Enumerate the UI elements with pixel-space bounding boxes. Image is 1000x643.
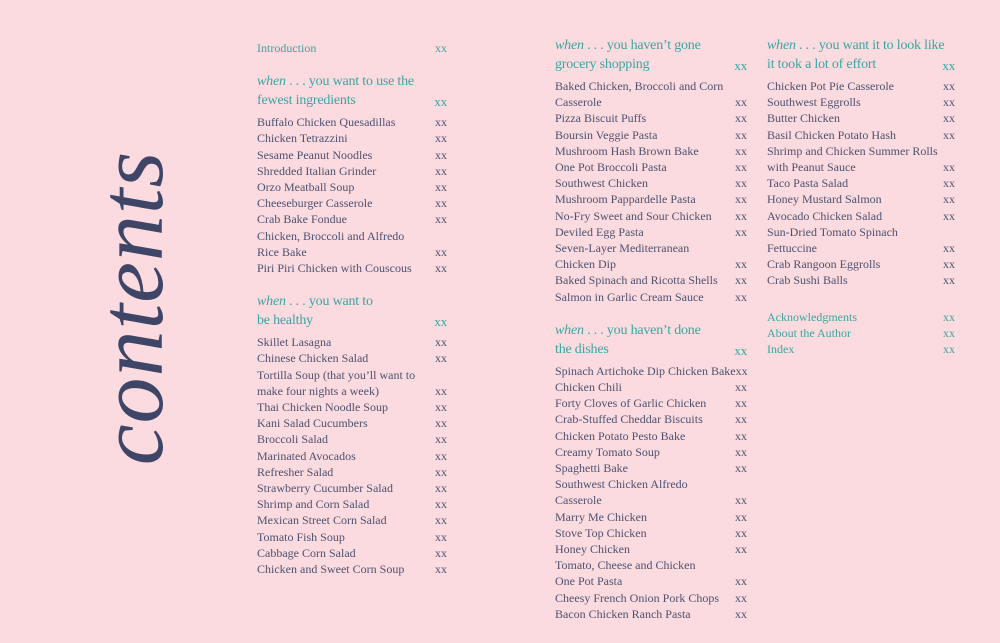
toc-item [257, 448, 447, 464]
page-number: xx [435, 131, 447, 146]
page-number: xx [735, 493, 747, 508]
page-number: xx [735, 509, 747, 524]
page-number: xx [735, 192, 747, 207]
toc-item [767, 127, 955, 143]
toc-section [767, 36, 955, 289]
section-heading-line [555, 340, 747, 359]
page-number: xx [435, 196, 447, 211]
toc-item [555, 428, 747, 444]
page-number: xx [735, 208, 747, 223]
recipe-title: Tomato, Cheese and Chicken One Pot Pasta [555, 558, 696, 589]
toc-item [555, 272, 747, 288]
toc-item [767, 94, 955, 110]
page-number: xx [435, 432, 447, 447]
section-heading-line [257, 72, 447, 91]
page-number: xx [435, 416, 447, 431]
page-number: xx [735, 380, 747, 395]
recipe-title: Chicken and Sweet Corn Soup [257, 562, 405, 577]
recipe-title: Baked Spinach and Ricotta Shells [555, 273, 718, 288]
toc-item [257, 480, 447, 496]
page-number: xx [435, 513, 447, 528]
toc-section [555, 36, 747, 305]
recipe-title: Southwest Chicken [555, 176, 648, 191]
section-heading [767, 36, 955, 74]
page-number: xx [943, 309, 955, 324]
page-number: xx [943, 208, 955, 223]
recipe-title: Shrimp and Corn Salad [257, 497, 370, 512]
recipe-title: Basil Chicken Potato Hash [767, 127, 896, 142]
section-heading-text: be healthy [257, 313, 313, 329]
section-heading-line [767, 36, 955, 55]
page-number: xx [435, 383, 447, 398]
toc-item [257, 130, 447, 146]
recipe-title: Crab Rangoon Eggrolls [767, 257, 881, 272]
section-heading-line [555, 321, 747, 340]
page-number: xx [434, 94, 447, 109]
toc-item [555, 444, 747, 460]
toc-section [555, 321, 747, 622]
page-number: xx [735, 574, 747, 589]
page-number: xx [435, 180, 447, 195]
recipe-title: Seven-Layer Mediterranean Chicken Dip [555, 241, 690, 272]
page-number: xx [943, 257, 955, 272]
page-number: xx [942, 57, 955, 73]
page-number: xx [943, 241, 955, 256]
toc-item [257, 415, 447, 431]
page-number: xx [943, 127, 955, 142]
toc-item [257, 163, 447, 179]
section-heading-text: when . . . you haven’t done [555, 322, 701, 338]
toc-link [767, 341, 955, 357]
page-number: xx [435, 481, 447, 496]
recipe-title: Marinated Avocados [257, 448, 356, 463]
toc-item [555, 110, 747, 126]
toc-item [257, 260, 447, 276]
page-number: xx [943, 273, 955, 288]
toc-item [257, 545, 447, 561]
toc-item [555, 175, 747, 191]
toc-column-1 [257, 40, 447, 577]
section-heading-line [555, 36, 747, 55]
recipe-title: Tortilla Soup (that you’ll want to make four nights a week) [257, 367, 416, 398]
page-number: xx [735, 111, 747, 126]
page-number: xx [943, 95, 955, 110]
page-number: xx [735, 95, 747, 110]
section-heading-text: when . . . you want to [257, 294, 373, 310]
toc-item [257, 350, 447, 366]
page-number: xx [735, 444, 747, 459]
recipe-title: Orzo Meatball Soup [257, 180, 355, 195]
recipe-title: Spaghetti Bake [555, 461, 628, 476]
toc-item [257, 195, 447, 211]
recipe-title: Cabbage Corn Salad [257, 545, 356, 560]
recipe-title: Pizza Biscuit Puffs [555, 111, 647, 126]
recipe-title: Honey Chicken [555, 542, 630, 557]
toc-item [555, 289, 747, 305]
recipe-title: Buffalo Chicken Quesadillas [257, 115, 396, 130]
section-heading-line [257, 292, 447, 311]
recipe-title: No-Fry Sweet and Sour Chicken [555, 208, 712, 223]
recipe-title: Mushroom Hash Brown Bake [555, 143, 699, 158]
recipe-title: Cheeseburger Casserole [257, 196, 373, 211]
toc-item [257, 464, 447, 480]
page-number: xx [434, 314, 447, 330]
section-heading-line [257, 91, 447, 110]
toc-item [767, 175, 955, 191]
recipe-title: Mexican Street Corn Salad [257, 513, 387, 528]
page-number: xx [435, 41, 447, 55]
section-heading-text: fewest ingredients [257, 93, 356, 109]
recipe-title: Southwest Chicken Alfredo Casserole [555, 477, 688, 508]
toc-item [555, 476, 747, 508]
toc-item [257, 431, 447, 447]
page-number: xx [943, 342, 955, 357]
toc-item [555, 590, 747, 606]
page-number: xx [435, 562, 447, 577]
recipe-title: Spinach Artichoke Dip Chicken Bake [555, 363, 736, 378]
toc-item [555, 78, 747, 110]
recipe-title: Kani Salad Cucumbers [257, 416, 368, 431]
toc-item [767, 256, 955, 272]
section-heading [257, 292, 447, 330]
page-number: xx [435, 244, 447, 259]
toc-item [555, 541, 747, 557]
recipe-title: Strawberry Cucumber Salad [257, 481, 393, 496]
toc-link-label: Acknowledgments [767, 309, 857, 324]
page-number: xx [734, 57, 747, 73]
section-heading-text: the dishes [555, 341, 609, 357]
toc-item [767, 78, 955, 94]
page-number: xx [435, 545, 447, 560]
page-number: xx [735, 606, 747, 621]
recipe-title: Chicken Tetrazzini [257, 131, 348, 146]
recipe-title: Chicken Chili [555, 380, 622, 395]
section-heading [555, 321, 747, 359]
toc-item [555, 411, 747, 427]
toc-link-label: Introduction [257, 41, 317, 55]
toc-item [257, 496, 447, 512]
page-number: xx [943, 192, 955, 207]
toc-item [555, 363, 747, 379]
toc-item [257, 211, 447, 227]
recipe-title: Marry Me Chicken [555, 509, 647, 524]
toc-item [555, 395, 747, 411]
page-number: xx [435, 497, 447, 512]
page-number: xx [943, 160, 955, 175]
page-number: xx [735, 273, 747, 288]
recipe-title: Salmon in Garlic Cream Sauce [555, 289, 704, 304]
toc-item [555, 240, 747, 272]
recipe-title: Chicken Potato Pesto Bake [555, 428, 686, 443]
page-number: xx [735, 160, 747, 175]
page-number: xx [435, 163, 447, 178]
page-number: xx [735, 363, 748, 378]
toc-item [555, 127, 747, 143]
toc-link [767, 309, 955, 325]
section-heading-text: it took a lot of effort [767, 57, 877, 72]
page-number: xx [735, 257, 747, 272]
recipe-title: Chicken Pot Pie Casserole [767, 79, 894, 93]
recipe-title: Crab-Stuffed Cheddar Biscuits [555, 412, 703, 427]
toc-item [555, 557, 747, 589]
toc-item [257, 179, 447, 195]
section-heading-text: when . . . you want it to look like [767, 38, 945, 53]
recipe-title: Deviled Egg Pasta [555, 224, 644, 239]
page-number: xx [943, 79, 955, 93]
page-number: xx [735, 412, 747, 427]
page-number: xx [435, 147, 447, 162]
toc-link-label: Index [767, 342, 795, 357]
page-number: xx [735, 289, 747, 304]
recipe-title: Thai Chicken Noodle Soup [257, 400, 388, 415]
recipe-title: Shredded Italian Grinder [257, 163, 377, 178]
toc-item [257, 399, 447, 415]
recipe-title: Broccoli Salad [257, 432, 328, 447]
recipe-title: Tomato Fish Soup [257, 529, 345, 544]
toc-item [555, 379, 747, 395]
toc-item [555, 143, 747, 159]
toc-item [257, 147, 447, 163]
page-number: xx [435, 335, 447, 350]
toc-column-3 [767, 36, 955, 357]
recipe-title: Boursin Veggie Pasta [555, 127, 658, 142]
page-number: xx [735, 590, 747, 605]
recipe-title: Butter Chicken [767, 111, 840, 126]
toc-item [257, 512, 447, 528]
page-number: xx [735, 127, 747, 142]
recipe-title: Skillet Lasagna [257, 335, 332, 350]
toc-item [257, 334, 447, 350]
page-number: xx [735, 143, 747, 158]
page-number: xx [435, 212, 447, 227]
toc-section [257, 72, 447, 276]
toc-link-label: About the Author [767, 325, 851, 340]
toc-item [555, 159, 747, 175]
page-number: xx [943, 325, 955, 340]
section-heading-text: grocery shopping [555, 57, 650, 72]
contents-vertical-title: contents [80, 150, 182, 466]
recipe-title: Refresher Salad [257, 464, 334, 479]
toc-item [555, 460, 747, 476]
recipe-title: Sun-Dried Tomato Spinach Fettuccine [767, 224, 898, 256]
recipe-title: Honey Mustard Salmon [767, 192, 882, 207]
page-number: xx [435, 529, 447, 544]
toc-section [257, 292, 447, 577]
toc-item [767, 224, 955, 256]
toc-item [555, 208, 747, 224]
recipe-title: Mushroom Pappardelle Pasta [555, 192, 696, 207]
section-heading-line [555, 55, 747, 74]
page-number: xx [435, 464, 447, 479]
toc-item [257, 228, 447, 260]
toc-item [767, 208, 955, 224]
recipe-title: Taco Pasta Salad [767, 176, 849, 191]
toc-item [555, 509, 747, 525]
recipe-title: Sesame Peanut Noodles [257, 147, 373, 162]
page-number: xx [435, 448, 447, 463]
toc-item [767, 191, 955, 207]
toc-item [555, 606, 747, 622]
page-number: xx [435, 261, 447, 276]
end-links [767, 309, 955, 358]
page-number: xx [435, 351, 447, 366]
toc-item [257, 367, 447, 399]
section-heading [257, 72, 447, 110]
toc-item [767, 272, 955, 288]
recipe-title: Bacon Chicken Ranch Pasta [555, 606, 691, 621]
recipe-title: Chinese Chicken Salad [257, 351, 369, 366]
toc-item [555, 525, 747, 541]
toc-item [257, 114, 447, 130]
recipe-title: Shrimp and Chicken Summer Rolls with Peanut Sauce [767, 143, 938, 175]
recipe-title: Cheesy French Onion Pork Chops [555, 590, 719, 605]
section-heading-text: when . . . you haven’t gone [555, 38, 701, 53]
section-heading-line [767, 55, 955, 74]
page-number: xx [735, 396, 747, 411]
recipe-title: Forty Cloves of Garlic Chicken [555, 396, 707, 411]
recipe-title: Piri Piri Chicken with Couscous [257, 261, 412, 276]
section-heading [555, 36, 747, 74]
section-heading-text: when . . . you want to use the [257, 74, 414, 90]
recipe-title: Southwest Eggrolls [767, 95, 861, 110]
page-number: xx [943, 176, 955, 191]
page-number: xx [943, 111, 955, 126]
page-number: xx [435, 400, 447, 415]
recipe-title: Crab Bake Fondue [257, 212, 347, 227]
page-number: xx [735, 224, 747, 239]
toc-link [767, 325, 955, 341]
recipe-title: Crab Sushi Balls [767, 273, 848, 288]
toc-item [767, 110, 955, 126]
toc-item [555, 191, 747, 207]
recipe-title: Stove Top Chicken [555, 525, 647, 540]
toc-item [257, 561, 447, 577]
recipe-title: Baked Chicken, Broccoli and Corn Casserole [555, 79, 724, 110]
page-number: xx [734, 342, 747, 358]
toc-item [767, 143, 955, 175]
page-number: xx [735, 525, 747, 540]
toc-item [555, 224, 747, 240]
page-number: xx [735, 542, 747, 557]
toc-link [257, 40, 447, 56]
recipe-title: Creamy Tomato Soup [555, 444, 660, 459]
toc-column-2 [555, 36, 747, 622]
section-heading-line [257, 311, 447, 330]
recipe-title: Avocado Chicken Salad [767, 208, 883, 223]
recipe-title: One Pot Broccoli Pasta [555, 160, 667, 175]
page-number: xx [735, 176, 747, 191]
toc-item [257, 529, 447, 545]
page-number: xx [735, 461, 747, 476]
recipe-title: Chicken, Broccoli and Alfredo Rice Bake [257, 228, 405, 259]
page-number: xx [435, 115, 447, 130]
page-number: xx [735, 428, 747, 443]
